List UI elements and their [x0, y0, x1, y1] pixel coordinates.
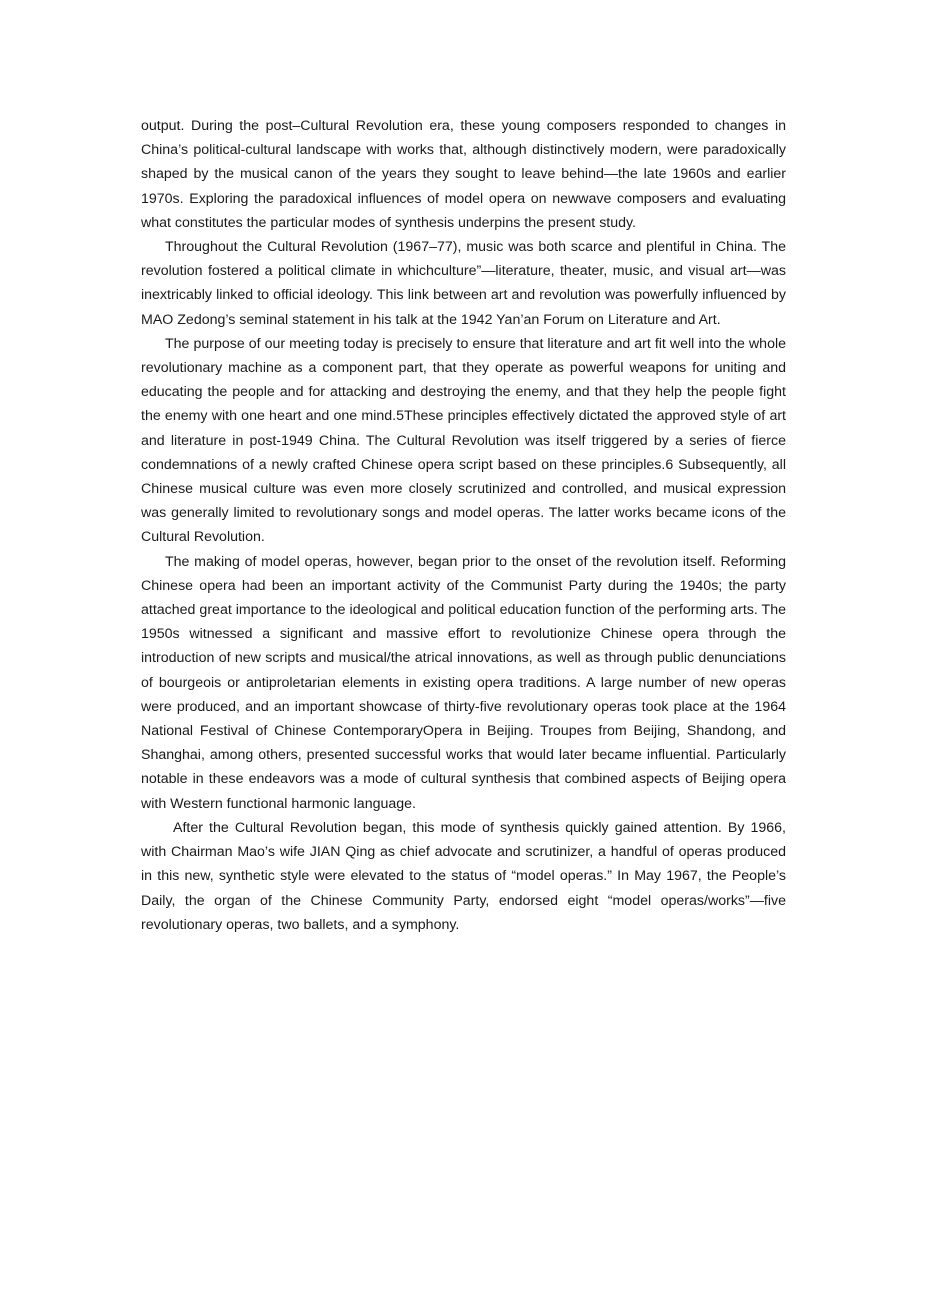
paragraph-4: The making of model operas, however, began prior to the onset of the revolution itself. Reforming Chinese opera had been an important activity of the Communist Party during the 1940s; the party attached great importance to the ideological and political education function of the performing arts. The 1950s witnessed a significant and massive effort to revolutionize Chinese opera through the introduction of new scripts and musical/the atrical innovations, as well as through public denunciations of bourgeois or antiproletarian elements in existing opera traditions. A large number of new operas were produced, and an important showcase of thirty-five revolutionary operas took place at the 1964 National Festival of Chinese ContemporaryOpera in Beijing. Troupes from Beijing, Shandong, and Shanghai, among others, presented successful works that would later became influential. Particularly notable in these endeavors was a mode of cultural synthesis that combined aspects of Beijing opera with Western functional harmonic language.	[141, 553, 786, 812]
paragraph-3: The purpose of our meeting today is precisely to ensure that literature and art fit well into the whole revolutionary machine as a component part, that they operate as powerful weapons for uniting and educating the people and for attacking and destroying the enemy, and that they help the people fight the enemy with one heart and one mind.5These principles effectively dictated the approved style of art and literature in post-1949 China. The Cultural Revolution was itself triggered by a series of fierce condemnations of a newly crafted Chinese opera script based on these principles.6 Subsequently, all Chinese musical culture was even more closely scrutinized and controlled, and musical expression was generally limited to revolutionary songs and model operas. The latter works became icons of the Cultural Revolution.	[141, 335, 786, 546]
paragraph-1: output. During the post–Cultural Revolution era, these young composers responded to changes in China’s political-cultural landscape with works that, although distinctively modern, were paradoxically shaped by the musical canon of the years they sought to leave behind—the late 1960s and earlier 1970s. Exploring the paradoxical influences of model opera on newwave composers and evaluating what constitutes the particular modes of synthesis underpins the present study.	[141, 118, 786, 231]
paragraph-5: After the Cultural Revolution began, this mode of synthesis quickly gained attention. By 1966, with Chairman Mao’s wife JIAN Qing as chief advocate and scrutinizer, a handful of operas produced in this new, synthetic style were elevated to the status of “model operas.” In May 1967, the People’s Daily, the organ of the Chinese Community Party, endorsed eight “model operas/works”—five revolutionary operas, two ballets, and a symphony.	[141, 819, 786, 933]
paragraph-2: Throughout the Cultural Revolution (1967–77), music was both scarce and plentiful in China. The revolution fostered a political climate in whichculture”—literature, theater, music, and visual art—was inextricably linked to official ideology. This link between art and revolution was powerfully influenced by MAO Zedong’s seminal statement in his talk at the 1942 Yan’an Forum on Literature and Art.	[141, 239, 786, 328]
body-text	[141, 114, 786, 937]
